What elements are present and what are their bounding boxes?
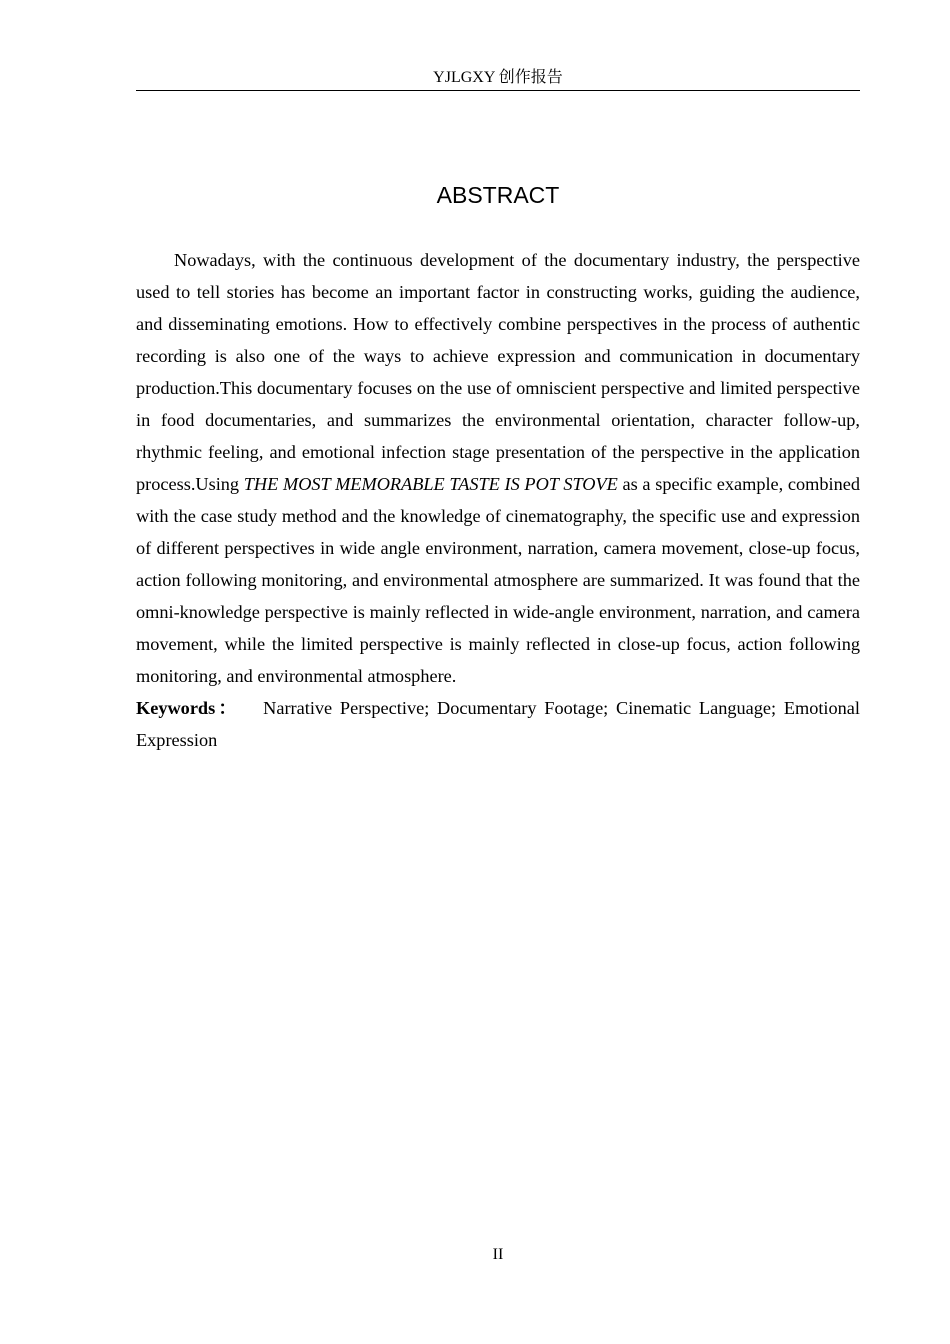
work-title: THE MOST MEMORABLE TASTE IS POT STOVE	[243, 474, 618, 494]
page-number: II	[492, 1246, 504, 1263]
abstract-title: ABSTRACT	[436, 182, 560, 208]
abstract-paragraph	[136, 244, 860, 692]
abstract-text-part1: Nowadays, with the continuous development of the documentary industry, the perspective used to tell stories has become an important factor in constructing works, guiding the audience, and disseminating emotions. How to effectively combine perspectives in the process of authentic recording is also one of the ways to achieve expression and communication in documentary production.This documentary focuses on the use of omniscient perspective and limited perspective in food documentaries, and summarizes the environmental orientation, character follow-up, rhythmic feeling, and emotional infection stage presentation of the perspective in the application process.Using	[136, 250, 860, 494]
keywords-list: Narrative Perspective; Documentary Footage; Cinematic Language; Emotional Expression	[136, 698, 860, 750]
abstract-text-part2: as a specific example, combined with the case study method and the knowledge of cinematography, the specific use and expression of different perspectives in wide angle environment, narration, camera movement, close-up focus, action following monitoring, and environmental atmosphere are summarized. It was found that the omni-knowledge perspective is mainly reflected in wide-angle environment, narration, and camera movement, while the limited perspective is mainly reflected in close-up focus, action following monitoring, and environmental atmosphere.	[136, 474, 860, 686]
keywords-line	[136, 692, 860, 756]
header-rule	[136, 90, 860, 91]
running-header: YJLGXY 创作报告	[433, 69, 563, 86]
abstract-body	[136, 244, 860, 756]
keywords-label: Keywords：	[136, 698, 240, 718]
